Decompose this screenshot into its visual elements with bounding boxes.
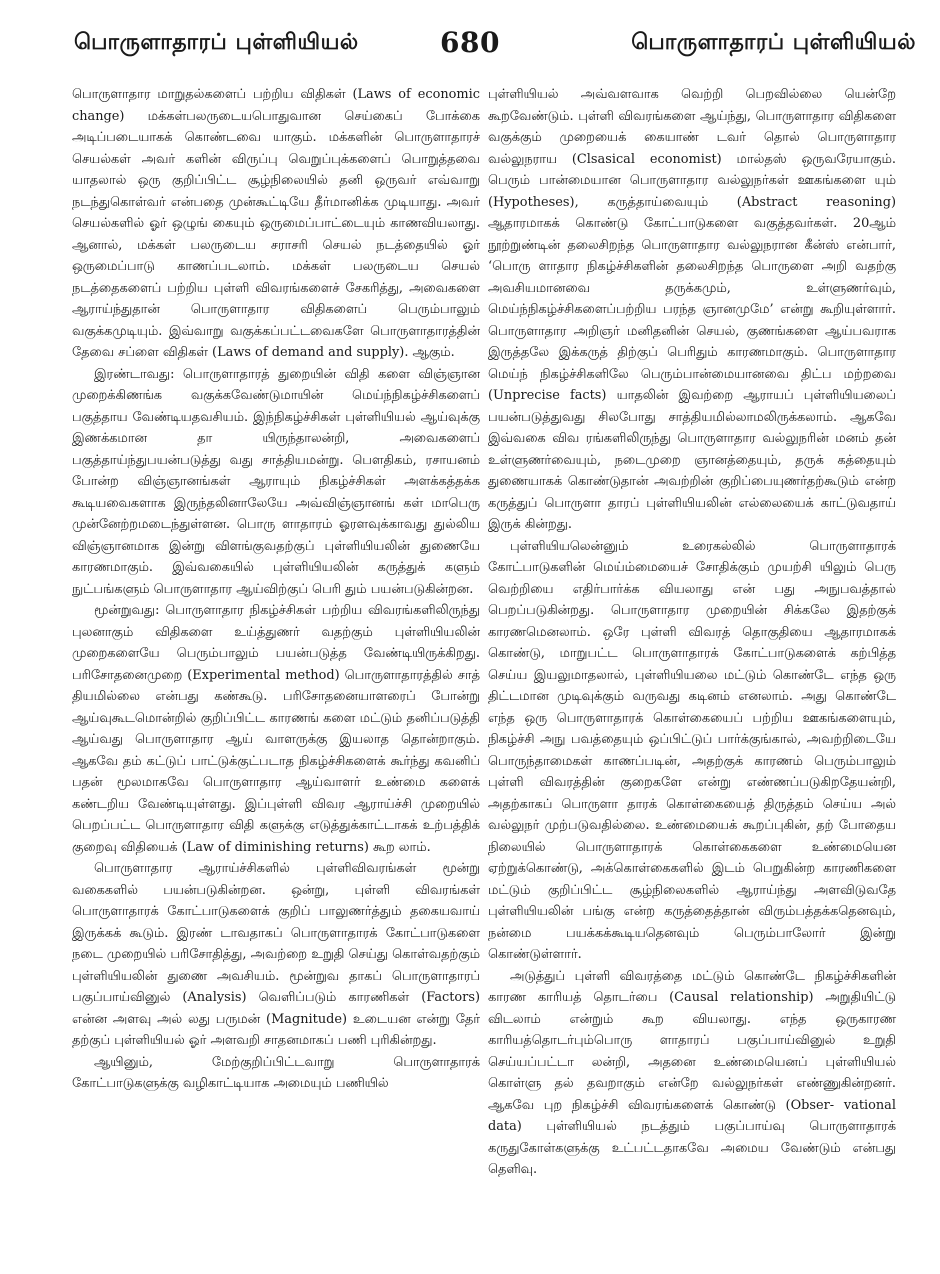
page-number: 680 <box>440 26 500 59</box>
running-title-right: பொருளாதாரப் புள்ளியியல் <box>631 30 916 55</box>
paragraph: இரண்டாவது: பொருளாதாரத் துறையின் விதி களை விஞ்ஞான முறைக்கிணங்க வகுக்கவேண்டுமாயின் மெய்ந்நிகழ்ச்சிகளைப் பகுத்தாய வேண்டியதவசியம். இந்நிகழ்ச்சிகள் புள்ளியியல் ஆய்வுக்கு இணக்கமான தா யிருந்தாலன்றி, அவைகளைப் பகுத்தாய்ந்துபயன்படுத்து வது சாத்தியமன்று. பௌதிகம், ரசாயனம் போன்ற விஞ்ஞானங்கள் ஆராயும் நிகழ்ச்சிகள் அளக்கத்தக்க கூடியவைகளாக இருந்தலினாலேயே அவ்விஞ்ஞானங் கள் மாபெரு முன்னேற்றமடைந்துள்ளன. பொரு ளாதாரம் ஓரளவுக்காவது துல்லிய விஞ்ஞானமாக இன்று விளங்குவதற்குப் புள்ளியியலின் துணையே காரணமாகும். இவ்வகையில் புள்ளியியலின் கருத்துக் களும் நுட்பங்களும் பொருளாதார ஆய்விற்குப் பெரி தும் பயன்படுகின்றன. <box>72 366 480 597</box>
page-header <box>0 0 940 84</box>
paragraph: அடுத்துப் புள்ளி விவரத்தை மட்டும் கொண்டே நிகழ்ச்சிகளின் காரண காரியத் தொடர்பை (Causal relationship) அறுதியிட்டு விடலாம் என்றும் கூற வியலாது. எந்த ஒருகாரண காரியத்தொடர்பும்பொரு ளாதாரப் பகுப்பாய்வினுல் உறுதி செய்யப்பட்டா லன்றி, அதனை உண்மையெனப் புள்ளியியல் கொள்ளு தல் தவறாகும் என்றே வல்லுநர்கள் எண்ணுகின்றனர். ஆகவே புற நிகழ்ச்சி விவரங்களைக் கொண்டு (Obser- vational data) புள்ளியியல் நடத்தும் பகுப்பாய்வு பொருளாதாரக் கருதுகோள்களுக்கு உட்பட்டதாகவே அமைய வேண்டும் என்பது தெளிவு. <box>488 968 896 1177</box>
paragraph: ஆயினும், மேற்குறிப்பிட்டவாறு பொருளாதாரக் கோட்பாடுகளுக்கு வழிகாட்டியாக அமையும் பணியில் <box>72 1054 480 1091</box>
paragraph: புள்ளியியல் அவ்வளவாக வெற்றி பெறவில்லை யென்றே கூறவேண்டும். புள்ளி விவரங்களை ஆய்ந்து, பொருளாதார விதிகளை வகுக்கும் முறையைக் கையாண் டவர் தொல் பொருளாதார வல்லுநராய (Clsasical economist) மால்தஸ் ஒருவரேயாகும். பெரும் பான்மையான பொருளாதார வல்லுநர்கள் ஊகங்களை யும் (Hypotheses), கருத்தாய்வையும் (Abstract reasoning) ஆதாரமாகக் கொண்டு கோட்பாடுகளை வகுத்தவர்கள். 20ஆம் நூற்றுண்டின் தலைசிறந்த பொருளாதார வல்லுநரான கீன்ஸ் என்பார், ‘பொரு ளாதார நிகழ்ச்சிகளின் தலைசிறந்த பொருளை அறி வதற்கு அவசியமானவை தருக்கமும், உள்ளுணர்வும், மெய்ந்நிகழ்ச்சிகளைப்பற்றிய பரந்த ஞானமுமே’ என்று கூறியுள்ளார். பொருளாதார அறிஞர் மனிதனின் செயல், குணங்களை ஆய்பவராக இருத்தலே இக்கருத் திற்குப் பெரிதும் காரணமாகும். பொருளாதார மெய்ந் நிகழ்ச்சிகளிலே பெரும்பான்மையானவை திட்ப மற்றவை (Unprecise facts) யாதலின் இவற்றை ஆராயப் புள்ளியியலைப் பயன்படுத்துவது சிலபோது சாத்தியமில்லாமலிருக்கலாம். ஆகவே இவ்வகை விவ ரங்களிலிருந்து பொருளாதார வல்லுநரின் மனம் தன் உள்ளுணர்வையும், நடைமுறை ஞானத்தையும், தருக் கத்தையும் துணையாகக் கொண்டுதான் அவற்றின் குறிப்பையுணர்தற்கூடும் என்ற கருத்துப் பொருளா தாரப் புள்ளியியலின் எல்லையைக் காட்டுவதாய் இருக் கின்றது. <box>488 87 896 532</box>
right-column <box>488 84 896 1181</box>
running-title-left: பொருளாதாரப் புள்ளியியல் <box>74 30 359 55</box>
paragraph: பொருளாதார மாறுதல்களைப் பற்றிய விதிகள் (Laws of economic change) மக்கள்பலருடையபொதுவான செய்கைப் போக்கை அடிப்படையாகக் கொண்டவை யாகும். மக்களின் பொருளாதாரச் செயல்கள் அவர் களின் விருப்பு வெறுப்புக்களைப் பொறுத்தவை யாதலால் ஒரு குறிப்பிட்ட சூழ்நிலையில் தனி ஒருவர் எவ்வாறு நடந்துகொள்வர் என்பதை முன்கூட்டியே தீர்மானிக்க முடியாது. அவர் செயல்களில் ஓர் ஒழுங் கையும் ஒருமைப்பாட்டையும் காணவியலாது. ஆனால், மக்கள் பலருடைய சராசரி செயல் நடத்தையில் ஓர் ஒருமைப்பாடு காணப்படலாம். மக்கள் பலருடைய செயல் நடத்தைகளைப் பற்றிய புள்ளி விவரங்களைச் சேகரித்து, அவைகளை ஆராய்ந்துதான் பொருளாதார விதிகளைப் பெரும்பாலும் வகுக்கமுடியும். இவ்வாறு வகுக்கப்பட்டவைகளே பொருளாதாரத்தின் தேவை சப்ளை விதிகள் (Laws of demand and supply). ஆகும். <box>72 87 480 360</box>
left-column <box>72 84 480 1095</box>
paragraph: மூன்றுவது: பொருளாதார நிகழ்ச்சிகள் பற்றிய விவரங்களிலிருந்து புலனாகும் விதிகளை உய்த்துணர் வதற்கும் புள்ளியியலின் முறைகளையே பெரும்பாலும் பயன்படுத்த வேண்டியிருக்கிறது. பரிசோதனைமுறை (Experimental method) பொருளாதாரத்தில் சாத் தியமில்லை என்பது கண்கூடு. பரிசோதனையாளரைப் போன்று ஆய்வுகூடமொன்றில் குறிப்பிட்ட காரணங் களை மட்டும் தனிப்படுத்தி ஆய்வது பொருளாதார ஆய் வாளருக்கு இயலாத தொன்றாகும். ஆகவே தம் கட்டுப் பாட்டுக்குட்படாத நிகழ்ச்சிகளைக் கூர்ந்து கவனிப் பதன் மூலமாகவே பொருளாதார ஆய்வாளர் உண்மை களைக் கண்டறிய வேண்டியுள்ளது. இப்புள்ளி விவர ஆராய்ச்சி முறையில் பெறப்பட்ட பொருளாதார விதி களுக்கு எடுத்துக்காட்டாகக் உற்பத்திக் குறைவு விதியைக் (Law of diminishing returns) கூற லாம். <box>72 603 480 855</box>
paragraph: புள்ளியியலென்னும் உரைகல்லில் பொருளாதாரக் கோட்பாடுகளின் மெய்ம்மையைச் சோதிக்கும் முயற்சி யிலும் பெரு வெற்றியை எதிர்பார்க்க வியலாது என் பது அநுபவத்தால் பெறப்படுகின்றது. பொருளாதார முறையின் சிக்கலே இதற்குக் காரணமெனலாம். ஒரே புள்ளி விவரத் தொகுதியை ஆதாரமாகக் கொண்டு, மாறுபட்ட பொருளாதாரக் கோட்பாடுகளைக் கற்பித்த செய்ய இயலுமாதலால், புள்ளியியலை மட்டும் கொண்டே எந்த ஒரு திட்டமான முடிவுக்கும் வருவது கடினம் எனலாம். அது கொண்டே எந்த ஒரு பொருளாதாரக் கொள்கையைப் பற்றிய ஊகங்களையும், நிகழ்ச்சி அநு பவத்தையும் ஒப்பிட்டுப் பார்க்குங்கால், அவற்றிடையே பொருந்தாமைகள் காணப்படின், அதற்குக் காரணம் பெரும்பாலும் புள்ளி விவரத்தின் குறைகளே என்று எண்ணப்படுகிறதேயன்றி, அதற்காகப் பொருளா தாரக் கொள்கையைத் திருத்தம் செய்ய அல் வல்லுநர் முற்படுவதில்லை. உண்மையைக் கூறப்புகின், தற் போதைய நிலையில் பொருளாதாரக் கொள்கைகளை உண்மையென ஏற்றுக்கொண்டு, அக்கொள்கைகளில் இடம் பெறுகின்ற காரணிகளை மட்டும் குறிப்பிட்ட சூழ்நிலைகளில் ஆராய்ந்து அளவிடுவதே புள்ளியியலின் பங்கு என்ற கருத்தைத்தான் விரும்பத்தக்கதெனவும், நன்மை பயக்கக்கூடியதெனவும் பெரும்பாலோர் இன்று கொண்டுள்ளார். <box>488 538 896 962</box>
paragraph: பொருளாதார ஆராய்ச்சிகளில் புள்ளிவிவரங்கள் மூன்று வகைகளில் பயன்படுகின்றன. ஒன்று, புள்ளி விவரங்கள் பொருளாதாரக் கோட்பாடுகளைக் குறிப் பாலுணர்த்தும் தகையவாய் இருக்கக் கூடும். இரண் டாவதாகப் பொருளாதாரக் கோட்பாடுகளை நடை முறையில் பரிசோதித்து, அவற்றை உறுதி செய்து கொள்வதற்கும் புள்ளியியலின் துணை அவசியம். மூன்றுவ தாகப் பொருளாதாரப் பகுப்பாய்வினுல் (Analysis) வெளிப்படும் காரணிகள் (Factors) என்ன அளவு அல் லது பருமன் (Magnitude) உடையன என்று தேர் தற்குப் புள்ளியியல் ஓர் அளவறி சாதனமாகப் பணி புரிகின்றது. <box>72 861 480 1048</box>
